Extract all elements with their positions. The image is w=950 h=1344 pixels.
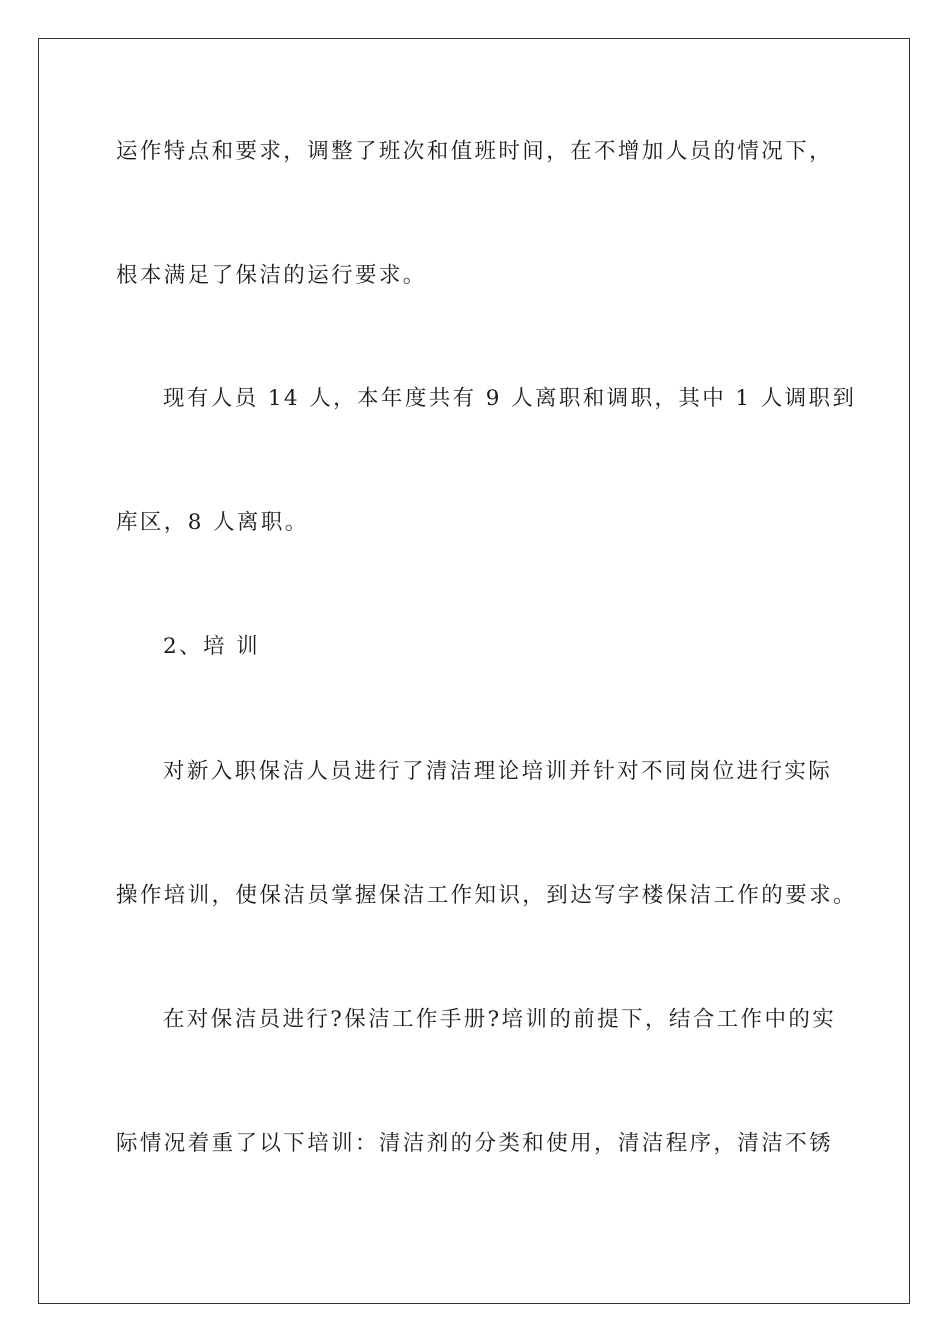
paragraph-line-3: 现有人员 14 人，本年度共有 9 人离职和调职，其中 1 人调职到 bbox=[163, 386, 857, 411]
paragraph-line-7: 在对保洁员进行?保洁工作手册?培训的前提下，结合工作中的实 bbox=[163, 1007, 837, 1032]
section-heading-training: 2、培 训 bbox=[163, 634, 261, 659]
paragraph-line-8: 际情况着重了以下培训：清洁剂的分类和使用，清洁程序，清洁不锈 bbox=[116, 1131, 834, 1156]
paragraph-line-1: 运作特点和要求，调整了班次和值班时间，在不增加人员的情况下， bbox=[116, 139, 834, 164]
paragraph-line-4: 库区，8 人离职。 bbox=[116, 510, 309, 535]
paragraph-line-2: 根本满足了保洁的运行要求。 bbox=[116, 263, 427, 288]
paragraph-line-5: 对新入职保洁人员进行了清洁理论培训并针对不同岗位进行实际 bbox=[163, 759, 833, 784]
paragraph-line-6: 操作培训，使保洁员掌握保洁工作知识，到达写字楼保洁工作的要求。 bbox=[116, 883, 857, 908]
page-border bbox=[38, 38, 910, 1304]
